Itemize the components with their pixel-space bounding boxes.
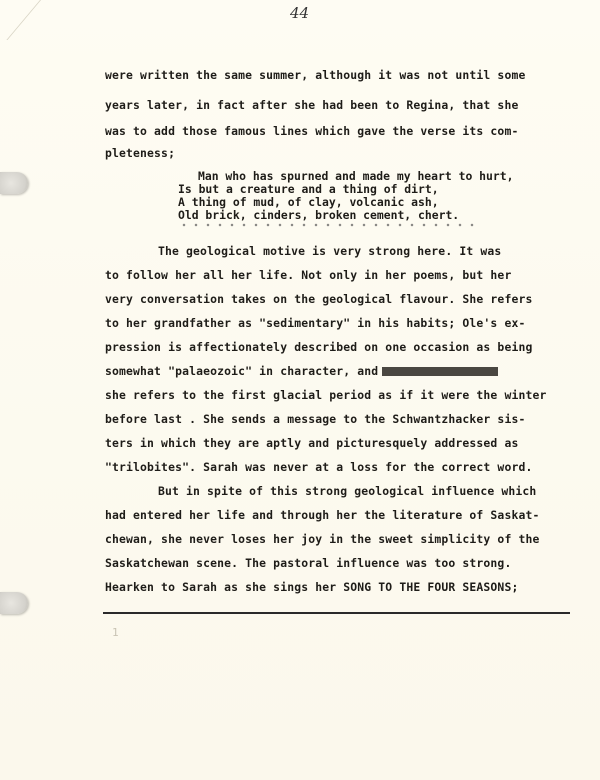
paragraph-3-line: But in spite of this strong geological influence which — [158, 484, 537, 498]
paragraph-2-line: The geological motive is very strong here. It was — [158, 244, 502, 258]
verse-line: A thing of mud, of clay, volcanic ash, — [178, 195, 439, 209]
paragraph-2-line: to her grandfather as "sedimentary" in his habits; Ole's ex- — [105, 316, 526, 330]
paragraph-2-line: she refers to the first glacial period as if it were the winter — [105, 388, 547, 402]
paragraph-3-line: Hearken to Sarah as she sings her SONG TO THE FOUR SEASONS; — [105, 580, 519, 594]
paragraph-3-line: Saskatchewan scene. The pastoral influence was too strong. — [105, 556, 512, 570]
redacted-text-block — [382, 367, 498, 376]
paragraph-2-line-text: somewhat "palaeozoic" in character, and — [105, 364, 379, 378]
faint-mark: 1 — [112, 626, 119, 639]
paragraph-3-line: had entered her life and through her the literature of Saskat- — [105, 508, 540, 522]
paragraph-1-line: pleteness; — [105, 146, 176, 160]
paragraph-2-line: ters in which they are aptly and picturesquely addressed as — [105, 436, 519, 450]
paragraph-2-line: pression is affectionately described on one occasion as being — [105, 340, 533, 354]
paragraph-2-line: very conversation takes on the geological flavour. She refers — [105, 292, 533, 306]
folded-corner — [0, 0, 41, 40]
punch-hole-top — [0, 172, 28, 194]
paragraph-1-line: was to add those famous lines which gave the verse its com- — [105, 124, 519, 138]
paragraph-1-line: years later, in fact after she had been to Regina, that she — [105, 98, 519, 112]
dotted-separator — [178, 222, 478, 228]
paragraph-2-line: to follow her all her life. Not only in her poems, but her — [105, 268, 512, 282]
paragraph-2-line: before last . She sends a message to the Schwantzhacker sis- — [105, 412, 526, 426]
verse-line: Old brick, cinders, broken cement, chert. — [178, 208, 460, 222]
verse-line: Is but a creature and a thing of dirt, — [178, 182, 439, 196]
paragraph-2-line: "trilobites". Sarah was never at a loss for the correct word. — [105, 460, 533, 474]
page-number: 44 — [290, 4, 310, 22]
paragraph-1-line: were written the same summer, although it was not until some — [105, 68, 526, 82]
paragraph-3-line: chewan, she never loses her joy in the sweet simplicity of the — [105, 532, 540, 546]
punch-hole-bottom — [0, 592, 28, 614]
horizontal-rule — [103, 612, 570, 614]
paragraph-2-line-redacted — [105, 364, 498, 378]
verse-line: Man who has spurned and made my heart to hurt, — [198, 169, 514, 183]
